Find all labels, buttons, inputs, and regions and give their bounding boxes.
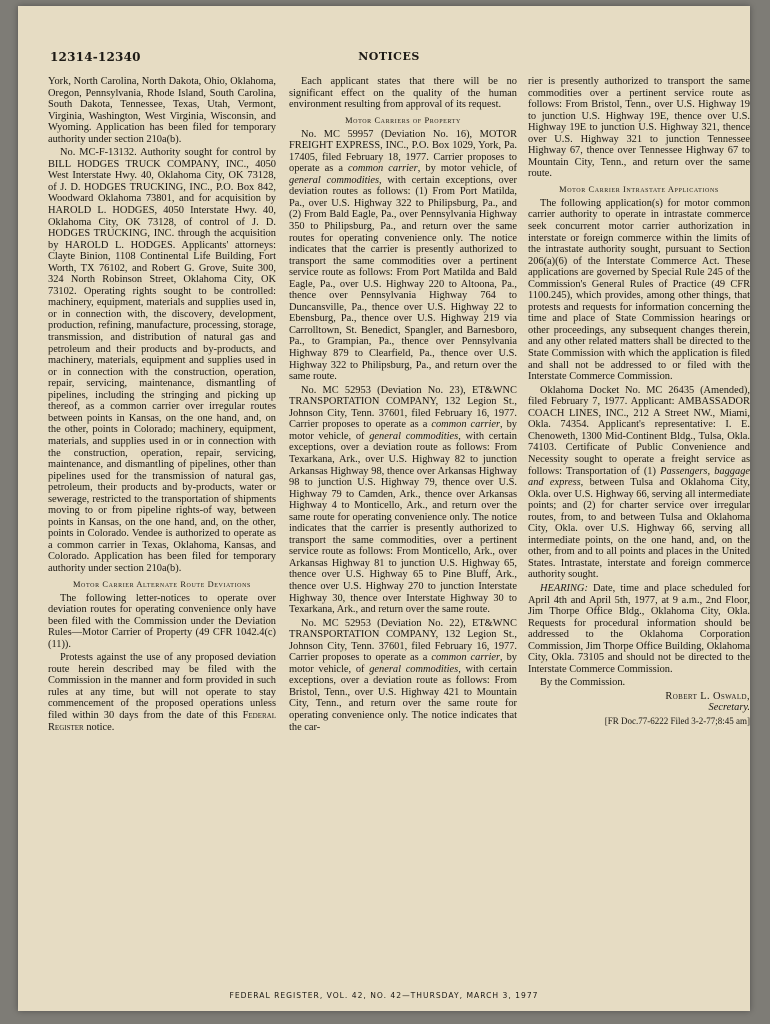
paragraph-application-rules: The following application(s) for motor common carrier authority to operate in intrastate commerce seek concurrent motor carrier authorization in interstate or foreign commerce within the limits of the intrastate authority sought, pursuant to Section 206(a)(6) of the Interstate Commerce Act. These applications are governed by Special Rule 245 of the Commission's General Rules of Practice (49 CFR 1100.245), which provides, among other things, that protests and requests for information concerning the time and place of State Commission hearings or other proceedings, any subsequent changes therein, and any other related matters shall be directed to the State Commission with which the application is filed and shall not be addressed to or filed with the Interstate Commerce Commission. xyxy=(528,197,750,383)
paragraph-protests: Protests against the use of any proposed deviation route herein described may be filed with the Commission in the manner and form provided in such rules at any time, but will not operate to stay commencement of the proposed operations unless filed within 30 days from the date of this Federal Register notice. xyxy=(48,652,276,733)
signatory-role: Secretary. xyxy=(708,702,750,714)
paragraph-oklahoma-docket: Oklahoma Docket No. MC 26435 (Amended), filed February 7, 1977. Applicant: AMBASSADOR COACH LINES, INC., 212 A Street NW., Miami, Okla. 74354. Applicant's representative: I. E. Chenoweth, 1300 Mid-Continent Bldg., Tulsa, Okla. 74103. Certificate of Public Convenience and Necessity sought to operate a freight service as follows: Transportation of (1) Passengers, baggage and express, between Tulsa and Oklahoma City, Okla. over U.S. Highway 66, serving all intermediate points; and (2) for charter service over irregular routes, from, to and between Tulsa and Oklahoma City, Okla. over U.S. Highway 66, serving all intermediate points, on the one hand, and, on the other, from and to all points and places in the United States. Intrastate, interstate and foreign commerce authority sought. xyxy=(528,384,750,581)
paragraph-letter-notices: The following letter-notices to operate over deviation routes for operating convenience only have been filed with the Commission under the Deviation Rules—Motor Carrier of Property (49 CFR 1042.4(c)(11)). xyxy=(48,592,276,650)
page-header xyxy=(50,50,728,68)
column-left xyxy=(48,76,276,735)
paragraph-mc-f-13132: No. MC-F-13132. Authority sought for control by BILL HODGES TRUCK COMPANY, INC., 4050 West Interstate Hwy. 40, Oklahoma City, OK 73128, of J. D. HODGES TRUCKING, INC., P.O. Box 842, Woodward Oklahoma 73801, and for acquisition by HAROLD L. HODGES, 4050 Interstate Hwy. 40, Oklahoma City, OK 73128, of control of J. D. HODGES TRUCKING, INC. through the acquisition by HAROLD L. HODGES. Applicants' attorneys: Clayte Binion, 1108 Continental Life Building, Fort Worth, TX 76102, and Robert G. Grove, Suite 300, 324 North Robinson Street, Oklahoma City, OK 73102. Operating rights sought to be controlled: machinery, equipment, materials and supplies used in, or in connection with, the discovery, development, production, refining, manufacture, processing, storage, transmission, and distribution of natural gas and petroleum and their products and by-products, and machinery, materials, equipment and supplies used in or in connection with the construction, operation, repair, servicing, maintenance, dismantling of pipelines, including the stringing and picking up thereof, as a common carrier over irregular routes between points in Kansas, on the one hand, and, on the other, points in Colorado; machinery, equipment, materials, and supplies used in or in connection with the construction, operation, repair, servicing, maintenance, and dismantling of pipelines, other than pipelines used for the transmission of natural gas, petroleum, their products and by-products, water or sewerage, restricted to the transportation of shipments moving to or from pipeline rights-of way, between points in Kansas, on the one hand, and, on the other, points in Colorado. Vendee is authorized to operate as a common carrier in Texas, Oklahoma, Kansas, and Colorado. Application has been filed for temporary authority under section 210a(b). xyxy=(48,147,276,574)
page-range: 12314-12340 xyxy=(50,50,141,64)
column-right xyxy=(528,76,750,728)
heading-intrastate-applications: Motor Carrier Intrastate Applications xyxy=(559,184,719,194)
paragraph-by-commission: By the Commission. xyxy=(540,677,626,689)
paragraph-mc-52953-dev-22: No. MC 52953 (Deviation No. 22), ET&WNC TRANSPORTATION COMPANY, 132 Legion St., Johnson City, Tenn. 37601, filed February 16, 1977. Carrier proposes to operate as a common carrier, by motor vehicle, of general commodities, with certain exceptions, over a deviation route as follows: From Bristol, Tenn., over U.S. Highway 421 to Mountain City, Tenn., and return over the same route for operating convenience only. The notice indicates that the car- xyxy=(289,617,517,733)
paragraph-mc-59957: No. MC 59957 (Deviation No. 16), MOTOR FREIGHT EXPRESS, INC., P.O. Box 1029, York, Pa. 17405, filed February 18, 1977. Carrier proposes to operate as a common carrier, by motor vehicle, of general commodities, with certain exceptions, over deviation routes as follows: (1) From Port Matilda, Pa., over U.S. Highway 322 to Philipsburg, Pa., and (2) From Bald Eagle, Pa., over Pennsylvania Highway 350 to Philipsburg, Pa., and return over the same routes for operating convenience only. The notice indicates that the carrier is presently authorized to transport the same commodities over a pertinent service route as follows: From Port Matilda and Bald Eagle, Pa., over U.S. Highway 220 to Altoona, Pa., thence over Pennsylvania Highway 764 to Duncansville, Pa., thence over U.S. Highway 22 to Ebensburg, Pa., thence over U.S. Highway 219 via Carrolltown, St. Benedict, Spangler, and Barnesboro, Pa., to Grampian, Pa., thence over Pennsylvania Highway 879 to Clearfield, Pa., thence over U.S. Highway 322 to Philipsburg, Pa., and return over the same route. xyxy=(289,128,517,383)
paragraph-mc-52953-dev-23: No. MC 52953 (Deviation No. 23), ET&WNC TRANSPORTATION COMPANY, 132 Legion St., Johnson City, Tenn. 37601, filed February 16, 1977. Carrier proposes to operate as a common carrier, by motor vehicle, of general commodities, with certain exceptions, over a deviation route as follows: From Texarkana, Ark., over U.S. Highway 82 to junction Arkansas Highway 98, thence over Arkansas Highway 98 to junction U.S. Highway 79, thence over U.S. Highway 79 to Camden, Ark., thence over Arkansas Highway 4 to Monticello, Ark., and return over the same route for operating convenience only. The notice indicates that the carrier is presently authorized to transport the same commodities, over a pertinent service route as follows: From Monticello, Ark., over Arkansas Highway 81 to junction U.S. Highway 65, thence over U.S. Highway 65 to Pine Bluff, Ark., thence over U.S. Highway 270 to junction Interstate Highway 30, thence over Interstate Highway 30 to Texarkana, Ark., and return over the same route. xyxy=(289,384,517,616)
heading-motor-carriers-of-property: Motor Carriers of Property xyxy=(345,115,461,125)
document-page xyxy=(18,6,750,1011)
page-footer: FEDERAL REGISTER, VOL. 42, NO. 42—THURSDAY, MARCH 3, 1977 xyxy=(229,991,539,1000)
signature-block xyxy=(528,691,750,714)
column-middle xyxy=(289,76,517,735)
paragraph-route-continuation: rier is presently authorized to transport the same commodities over a pertinent service route as follows: From Bristol, Tenn., over U.S. Highway 19 to junction U.S. Highway 19E, thence over U.S. Highway 19E to junction U.S. Highway 321, thence over U.S. Highway 321 to junction Tennessee Highway 67, thence over Tennessee Highway 67 to Mountain City, Tenn., and return over the same route. xyxy=(528,76,750,180)
paragraph-states-list: York, North Carolina, North Dakota, Ohio, Oklahoma, Oregon, Pennsylvania, Rhode Island, South Carolina, South Dakota, Tennessee, Texas, Utah, Vermont, Virginia, Washington, West Virginia, Wisconsin, and Wyoming. Application has been filed for temporary authority under section 210a(b). xyxy=(48,76,276,145)
paragraph-hearing: HEARING: Date, time and place scheduled for April 4th and April 5th, 1977, at 9 a.m., 2nd Floor, Jim Thorpe Office Bldg., Oklahoma City, Okla. Requests for procedural information should be addressed to the Oklahoma Corporation Commission, Jim Thorpe Office Building, Oklahoma City, Okla. 73105 and should not be directed to the Interstate Commerce Commission. xyxy=(528,582,750,675)
section-title: NOTICES xyxy=(358,50,420,63)
signatory-name: Robert L. Oswald, xyxy=(665,690,750,702)
heading-alternate-route-deviations: Motor Carrier Alternate Route Deviations xyxy=(73,579,251,589)
fr-doc-line: [FR Doc.77-6222 Filed 3-2-77;8:45 am] xyxy=(604,715,750,726)
paragraph-environment-statement: Each applicant states that there will be no significant effect on the quality of the human environment resulting from approval of its request. xyxy=(289,76,517,111)
